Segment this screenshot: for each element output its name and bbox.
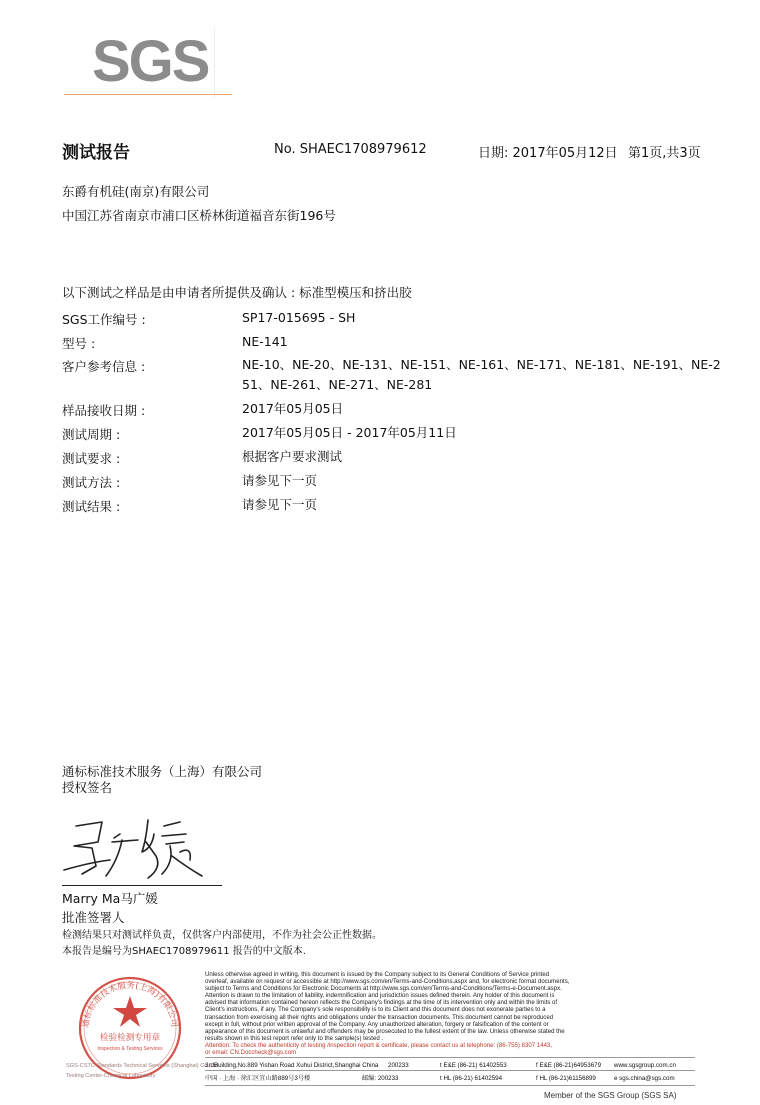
logo-text: SGS: [92, 29, 209, 94]
footer-fax-en: f E&E (86-21)64953679: [536, 1062, 602, 1069]
report-number: No. SHAEC1708979612: [274, 142, 427, 157]
footer-email: e sgs.china@sgs.com: [614, 1075, 675, 1082]
applicant-company: 东爵有机硅(南京)有限公司: [62, 184, 210, 199]
footer-divider: [205, 1070, 695, 1071]
field-value: 2017年05月05日 - 2017年05月11日: [242, 425, 457, 440]
footer-tel-en: t E&E (86-21) 61402553: [440, 1062, 507, 1069]
signature-line: [62, 885, 222, 886]
issuer-company: 通标标准技术服务（上海）有限公司: [62, 764, 263, 779]
authorized-signature-label: 授权签名: [62, 780, 113, 795]
note-line-1: 检测结果只对测试样负责，仅供客户内部使用，不作为社会公正性数据。: [62, 930, 382, 941]
legal-disclaimer: Unless otherwise agreed in writing, this document is issued by the Company subject to its General Conditions of Service printed overleaf, available on request or accessible at http://www.sgs.com/en/Terms-and-Conditions.aspx and, for electronic format documents, subject to Terms and Conditions for Electronic Documents at http://www.sgs.com/en/Terms-and-Conditions/Terms-e-Document.aspx. Attention is drawn to the limitation of liability, indemnification and jurisdiction issues defined therein. Any holder of this document is advised that information contained hereon reflects the Company's findings at the time of its intervention only and within the limits of Client's instructions, if any. The Company's sole responsibility is to its Client and this document does not exonerate parties to a transaction from exercising all their rights and obligations under the transaction documents. This document cannot be reproduced except in full, without prior written approval of the Company. Any unauthorized alteration, forgery or falsification of the content or appearance of this document is unlawful and offenders may be prosecuted to the fullest extent of the law. Unless otherwise stated the results shown in this test report refer only to the sample(s) tested . Attention: To check the authenticity of testing /inspection report & certificate, please contact us at telephone: (86-755) 8307 1443, or email: CN.Doccheck@sgs.com: [205, 971, 688, 1056]
field-value: 2017年05月05日: [242, 401, 344, 416]
footer-web: www.sgsgroup.com.cn: [614, 1062, 676, 1069]
field-value: SP17-015695 - SH: [242, 310, 356, 325]
footer-zip-en: 200233: [388, 1062, 409, 1069]
report-title: 测试报告: [62, 143, 130, 163]
field-label: 型号 :: [62, 336, 96, 351]
footer-fax-cn: f HL (86-21)61156899: [536, 1075, 596, 1082]
footer-divider: [205, 1057, 695, 1058]
authenticity-notice: Attention: To check the authenticity of testing /inspection report & certificate, please contact us at telephone: (86-755) 8307 1443,: [205, 1041, 553, 1049]
field-label: 测试要求 :: [62, 451, 121, 466]
svg-text:Inspection & Testing Services: Inspection & Testing Services: [97, 1046, 163, 1052]
sgs-group-member: Member of the SGS Group (SGS SA): [544, 1091, 677, 1100]
handwritten-signature: [62, 812, 232, 884]
field-label: 样品接收日期 :: [62, 403, 146, 418]
field-value: NE-141: [242, 334, 288, 349]
field-label: SGS工作编号 :: [62, 312, 146, 327]
signer-role: 批准签署人: [62, 910, 125, 925]
svg-text:通标标准技术服务(上海)有限公司: 通标标准技术服务(上海)有限公司: [80, 980, 180, 1029]
field-label: 测试周期 :: [62, 427, 121, 442]
applicant-address: 中国江苏省南京市浦口区桥林街道福音东街196号: [62, 208, 336, 223]
field-value-continued: 51、NE-261、NE-271、NE-281: [242, 377, 433, 392]
field-value: 请参见下一页: [242, 497, 318, 512]
field-label: 测试结果 :: [62, 499, 121, 514]
logo-underline: [64, 94, 232, 95]
field-label: 测试方法 :: [62, 475, 121, 490]
footer-address-en: 3rdBuilding,No.889 Yishan Road Xuhui District,Shanghai China: [205, 1062, 379, 1069]
signer-name: Marry Ma马广媛: [62, 891, 158, 906]
footer-zip-cn: 邮编: 200233: [362, 1075, 399, 1082]
svg-text:检验检测专用章: 检验检测专用章: [99, 1033, 161, 1043]
field-value: NE-10、NE-20、NE-131、NE-151、NE-161、NE-171、NE-181、NE-191、NE-2: [242, 357, 721, 372]
footer-tel-cn: t HL (86-21) 61402594: [440, 1075, 503, 1082]
seal-caption-2: Testing Center-Chemical Laboratory: [66, 1073, 156, 1079]
sample-intro: 以下测试之样品是由申请者所提供及确认 : 标准型模压和挤出胶: [62, 285, 412, 300]
footer-address-cn: 中国 · 上海 · 徐汇区宜山路889号3号楼: [205, 1075, 311, 1082]
field-label: 客户参考信息 :: [62, 359, 146, 374]
field-value: 请参见下一页: [242, 473, 318, 488]
field-value: 根据客户要求测试: [242, 449, 343, 464]
logo-divider: [214, 28, 215, 98]
page-indicator: 第1页,共3页: [628, 146, 701, 161]
note-line-2: 本报告是编号为SHAEC1708979611 报告的中文版本.: [62, 946, 306, 957]
sgs-logo: [64, 28, 232, 98]
footer-divider: [205, 1085, 695, 1086]
seal-caption-1: SGS-CSTC Standards Technical Services (Shanghai) Co.,Ltd.: [66, 1063, 220, 1069]
report-date: 日期: 2017年05月12日: [478, 146, 618, 161]
authenticity-email: or email: CN.Doccheck@sgs.com: [205, 1049, 297, 1057]
